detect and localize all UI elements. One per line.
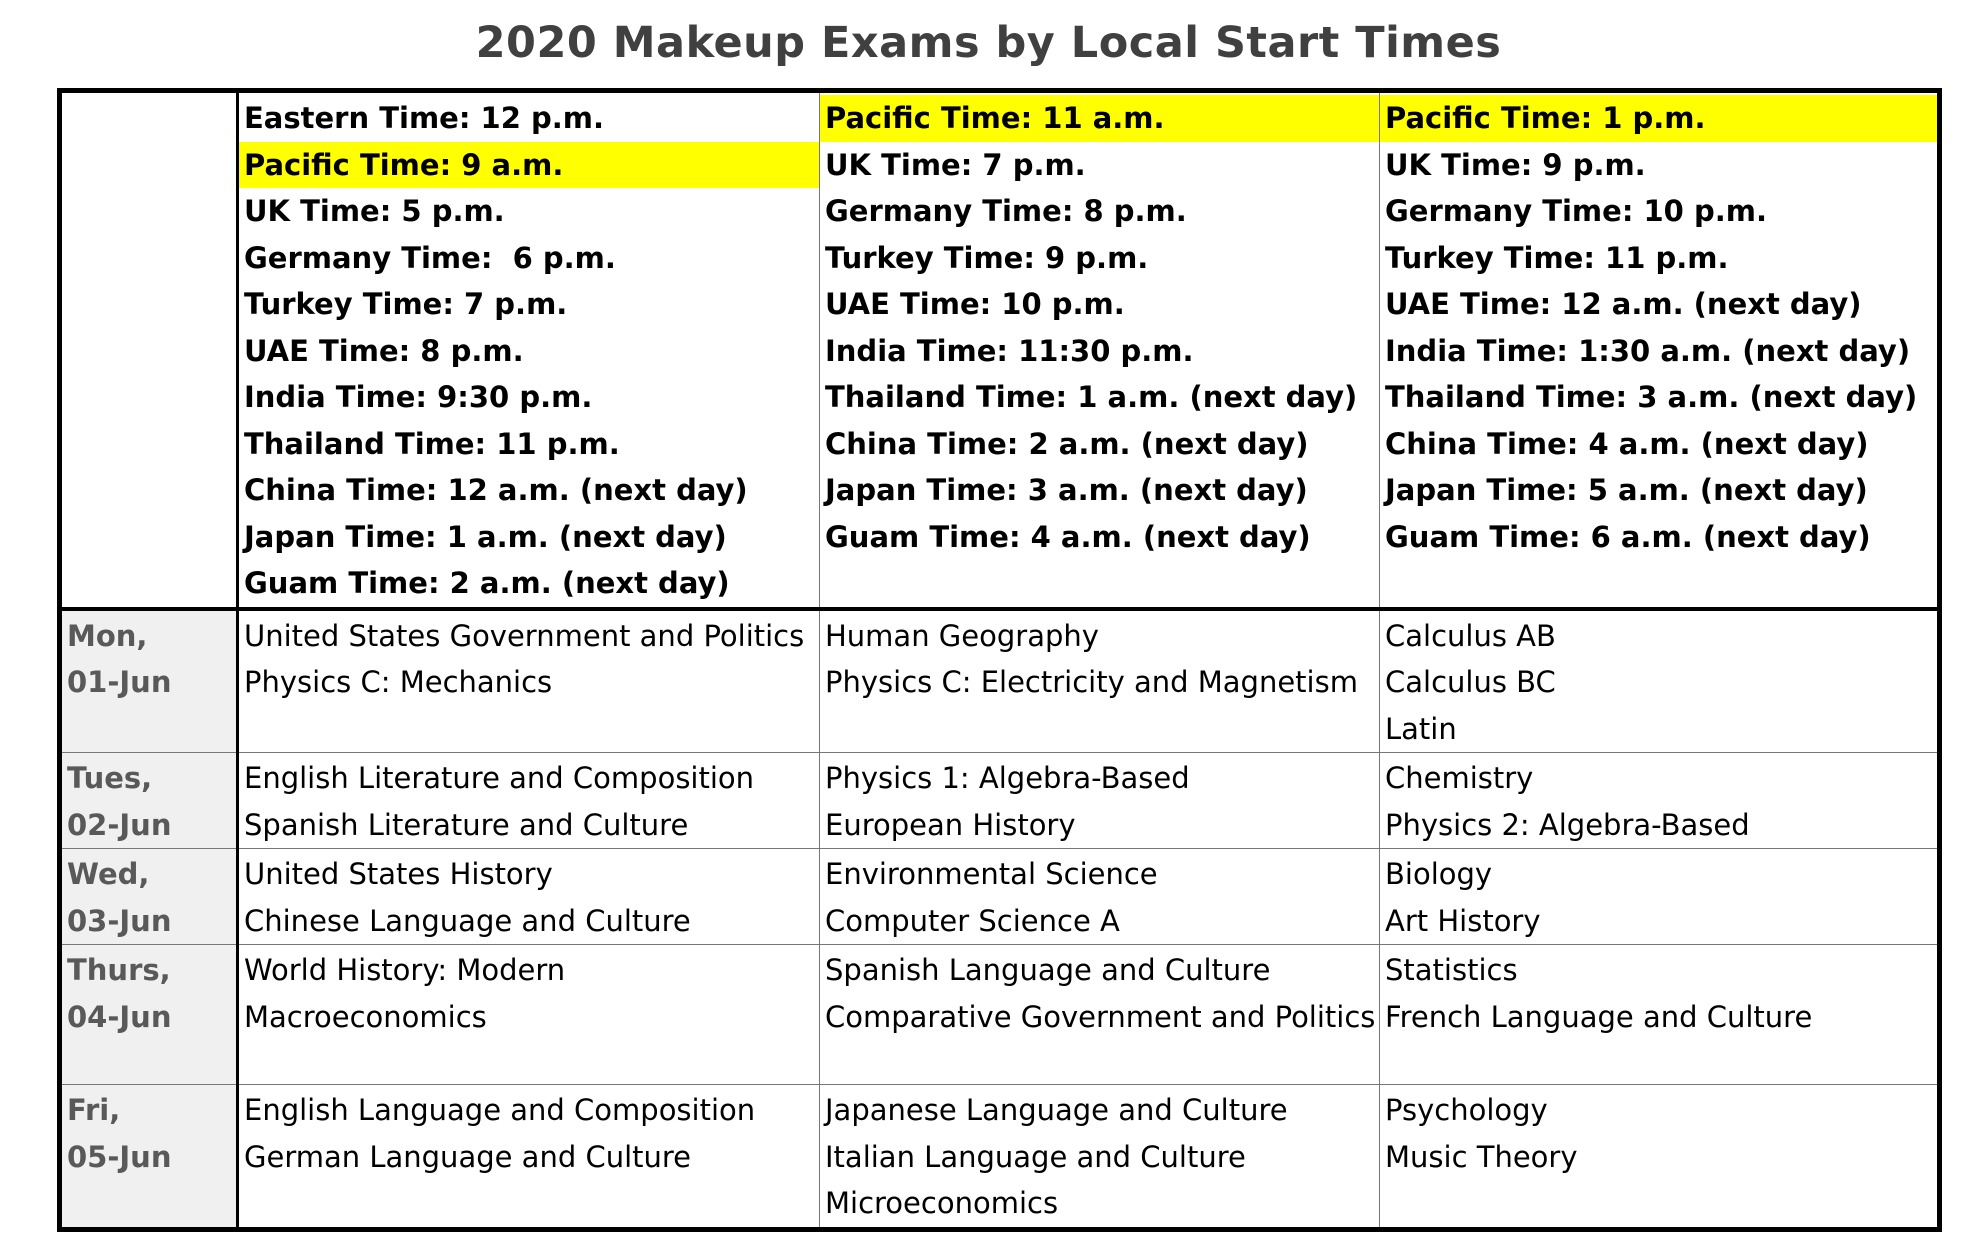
time-line: Guam Time: 6 a.m. (next day)	[1385, 519, 1871, 554]
time-line: UAE Time: 10 p.m.	[825, 287, 1125, 321]
weekday-label: Fri,	[67, 1093, 121, 1127]
exam-name: Microeconomics	[825, 1186, 1059, 1220]
time-zone-header-row	[60, 91, 1940, 609]
date-label: 04-Jun	[67, 999, 172, 1034]
exam-name: Physics 1: Algebra-Based	[825, 761, 1190, 795]
time-line: Guam Time: 4 a.m. (next day)	[825, 519, 1311, 554]
time-line: Turkey Time: 7 p.m.	[244, 287, 568, 321]
time-line: UK Time: 7 p.m.	[825, 147, 1086, 182]
exam-cell	[820, 1085, 1380, 1230]
exam-name: Calculus BC	[1385, 665, 1556, 699]
time-line: Turkey Time: 11 p.m.	[1385, 240, 1729, 275]
exam-cell	[238, 609, 820, 753]
exam-cell	[238, 1085, 820, 1230]
day-row-mon	[60, 609, 1940, 753]
header-corner-cell	[60, 91, 238, 609]
time-column-1	[238, 91, 820, 609]
exam-name: United States History	[244, 857, 553, 891]
exam-name: English Language and Composition	[244, 1093, 756, 1127]
exam-cell	[820, 609, 1380, 753]
day-row-thu	[60, 945, 1940, 1085]
time-line-highlighted: Pacific Time: 1 p.m.	[1380, 95, 1937, 142]
time-line: China Time: 4 a.m. (next day)	[1385, 426, 1869, 461]
date-label: 01-Jun	[67, 665, 172, 699]
exam-name: World History: Modern	[244, 953, 566, 987]
exam-name: Calculus AB	[1385, 618, 1556, 653]
time-line: China Time: 12 a.m. (next day)	[244, 473, 748, 507]
time-line: India Time: 9:30 p.m.	[244, 380, 593, 414]
exam-cell	[238, 753, 820, 849]
exam-name: Environmental Science	[825, 857, 1158, 891]
time-line: Japan Time: 5 a.m. (next day)	[1385, 473, 1868, 507]
exam-name: Art History	[1385, 903, 1541, 938]
exam-name: Comparative Government and Politics	[825, 999, 1376, 1034]
time-line: India Time: 1:30 a.m. (next day)	[1385, 333, 1911, 368]
exam-cell	[1380, 609, 1940, 753]
day-row-tue	[60, 753, 1940, 849]
time-line: UK Time: 9 p.m.	[1385, 147, 1646, 182]
exam-name: Physics C: Electricity and Magnetism	[825, 665, 1358, 699]
time-column-2	[820, 91, 1380, 609]
time-line: Germany Time: 6 p.m.	[244, 240, 616, 275]
exam-name: Biology	[1385, 857, 1493, 891]
exam-name: Statistics	[1385, 953, 1518, 987]
weekday-label: Wed,	[67, 857, 150, 891]
time-column-3	[1380, 91, 1940, 609]
time-line: UAE Time: 8 p.m.	[244, 333, 524, 368]
exam-name: United States Government and Politics	[244, 618, 805, 653]
weekday-label: Tues,	[67, 761, 153, 795]
exam-cell	[820, 849, 1380, 945]
weekday-label: Thurs,	[67, 953, 171, 987]
time-line: UK Time: 5 p.m.	[244, 194, 505, 228]
exam-name: French Language and Culture	[1385, 999, 1813, 1034]
page-title: 2020 Makeup Exams by Local Start Times	[475, 18, 1502, 68]
exam-cell	[238, 945, 820, 1085]
date-label: 03-Jun	[67, 903, 172, 938]
day-row-fri	[60, 1085, 1940, 1230]
time-line: Japan Time: 3 a.m. (next day)	[825, 473, 1308, 507]
exam-name: Italian Language and Culture	[825, 1139, 1246, 1174]
day-row-wed	[60, 849, 1940, 945]
exam-schedule-table	[57, 88, 1942, 1232]
day-label-cell	[60, 609, 238, 753]
exam-name: Music Theory	[1385, 1139, 1578, 1174]
time-line-highlighted: Pacific Time: 9 a.m.	[239, 142, 819, 189]
time-line: Japan Time: 1 a.m. (next day)	[244, 519, 727, 554]
exam-name: Psychology	[1385, 1093, 1548, 1127]
time-line: Germany Time: 8 p.m.	[825, 194, 1187, 228]
day-label-cell	[60, 945, 238, 1085]
weekday-label: Mon,	[67, 618, 148, 653]
exam-name: European History	[825, 807, 1076, 842]
exam-name: Latin	[1385, 711, 1457, 746]
time-line-highlighted: Pacific Time: 11 a.m.	[820, 95, 1379, 142]
exam-cell	[238, 849, 820, 945]
exam-cell	[1380, 753, 1940, 849]
exam-name: English Literature and Composition	[244, 761, 755, 795]
exam-cell	[1380, 1085, 1940, 1230]
time-line: Guam Time: 2 a.m. (next day)	[244, 566, 730, 600]
time-line: Turkey Time: 9 p.m.	[825, 240, 1149, 275]
exam-name: Human Geography	[825, 618, 1099, 653]
exam-cell	[1380, 849, 1940, 945]
exam-name: German Language and Culture	[244, 1139, 692, 1174]
time-line: Germany Time: 10 p.m.	[1385, 194, 1767, 228]
exam-name: Chemistry	[1385, 761, 1534, 795]
time-line: Thailand Time: 1 a.m. (next day)	[825, 380, 1358, 414]
exam-name: Physics 2: Algebra-Based	[1385, 807, 1750, 842]
exam-name: Computer Science A	[825, 903, 1120, 938]
date-label: 02-Jun	[67, 807, 172, 842]
exam-name: Spanish Language and Culture	[825, 953, 1271, 987]
day-label-cell	[60, 753, 238, 849]
time-line: India Time: 11:30 p.m.	[825, 333, 1194, 368]
time-line: Thailand Time: 3 a.m. (next day)	[1385, 380, 1918, 414]
exam-name: Japanese Language and Culture	[825, 1093, 1288, 1127]
exam-name: Macroeconomics	[244, 999, 487, 1034]
time-line: China Time: 2 a.m. (next day)	[825, 426, 1309, 461]
exam-cell	[820, 945, 1380, 1085]
day-label-cell	[60, 849, 238, 945]
day-label-cell	[60, 1085, 238, 1230]
time-line: UAE Time: 12 a.m. (next day)	[1385, 287, 1862, 321]
time-line: Thailand Time: 11 p.m.	[244, 426, 620, 461]
exam-name: Chinese Language and Culture	[244, 903, 691, 938]
exam-cell	[1380, 945, 1940, 1085]
date-label: 05-Jun	[67, 1139, 172, 1174]
exam-name: Spanish Literature and Culture	[244, 807, 689, 842]
exam-name: Physics C: Mechanics	[244, 665, 553, 699]
exam-cell	[820, 753, 1380, 849]
time-line: Eastern Time: 12 p.m.	[244, 101, 604, 135]
